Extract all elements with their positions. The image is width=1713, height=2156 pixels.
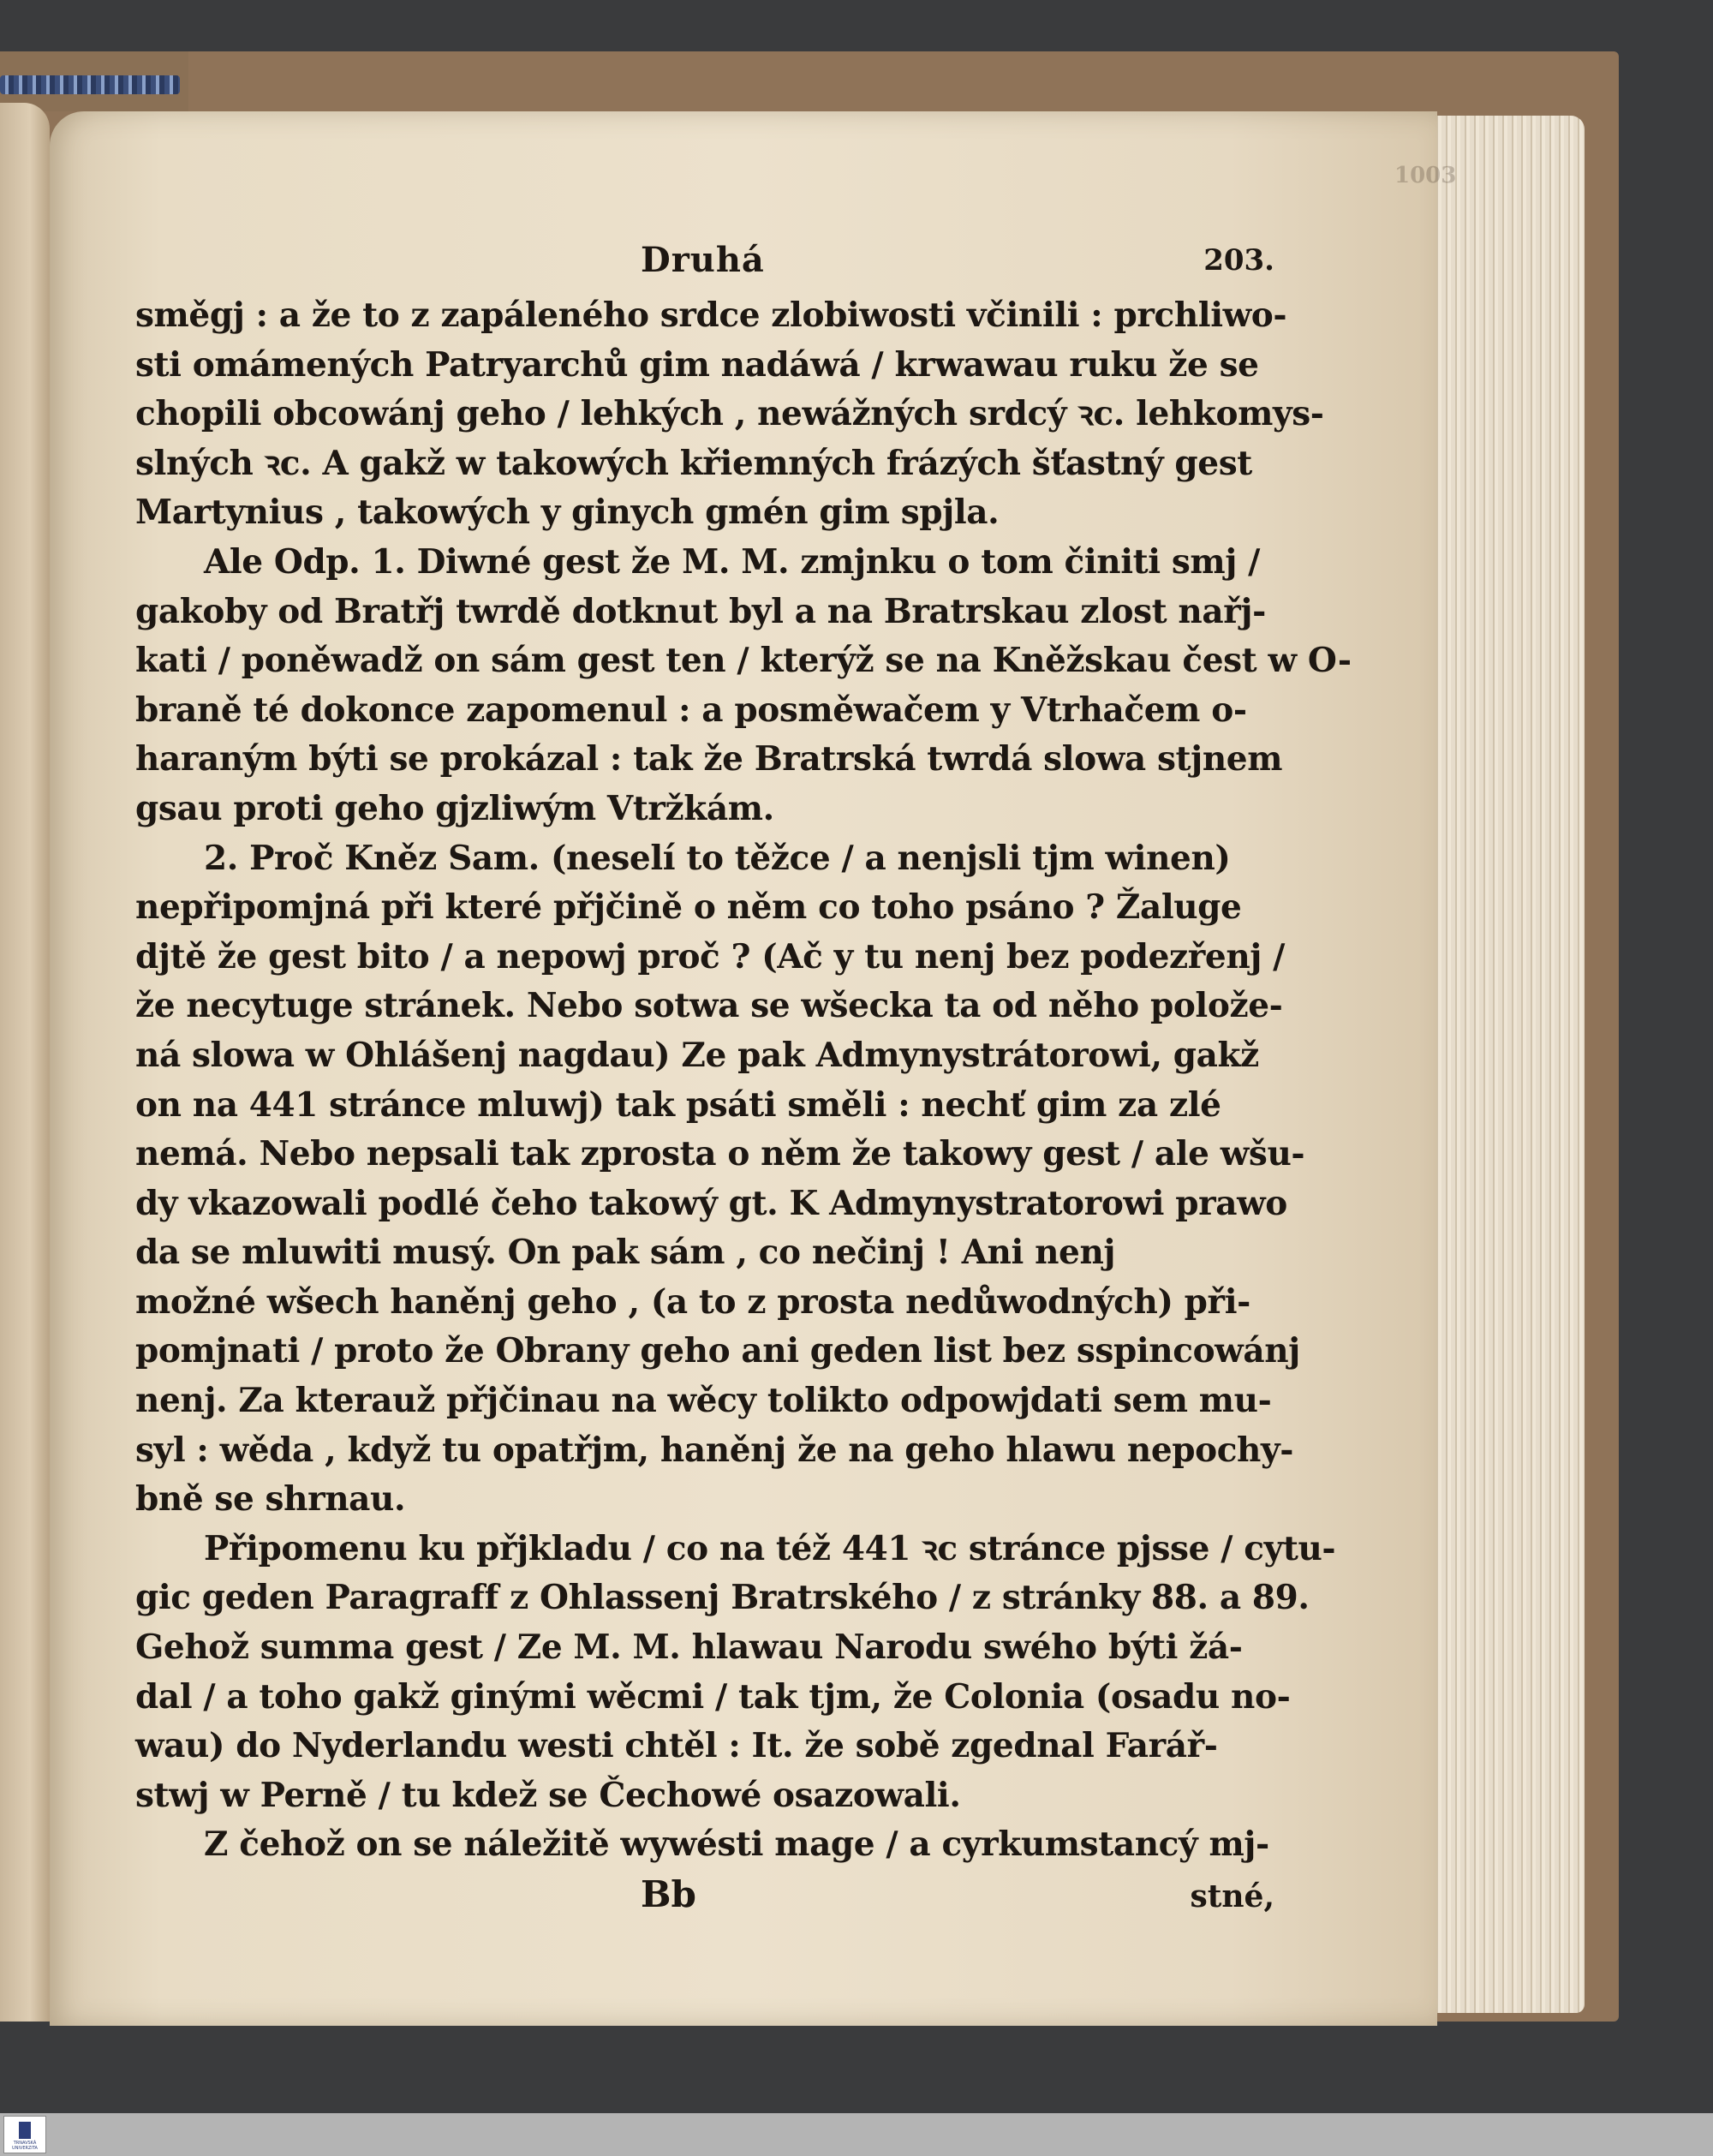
text-line: Z čehož on se náležitě wywésti mage / a cyrkumstancý mj- <box>204 1825 1269 1865</box>
text-line: kati / poněwadž on sám gest ten / kterýž se na Kněžskau čest w O- <box>135 641 1352 681</box>
text-line: nemá. Nebo nepsali tak zprosta o něm že takowy gest / ale wšu- <box>135 1134 1305 1174</box>
text-line: nenj. Za kterauž přjčinau na wěcy tolikto odpowjdati sem mu- <box>135 1381 1272 1421</box>
headband <box>0 75 180 94</box>
page-number: 203. <box>1203 243 1274 278</box>
text-line: braně té dokonce zapomenul : a posměwačem y Vtrhačem o- <box>135 690 1247 730</box>
library-logo-icon <box>19 2122 31 2139</box>
body-text <box>135 291 1352 1870</box>
text-line: haraným býti se prokázal : tak že Bratrská twrdá slowa stjnem <box>135 739 1283 779</box>
text-line: Martynius , takowých y ginych gmén gim spjla. <box>135 493 1000 533</box>
catchword: stné, <box>1190 1878 1274 1914</box>
text-line: slných ꝛc. A gakž w takowých křiemných frázých šťastný gest <box>135 443 1252 483</box>
left-page-edge <box>0 103 50 2022</box>
text-line: bně se shrnau. <box>135 1479 406 1520</box>
text-line: 2. Proč Kněz Sam. (neselí to těžce / a nenjsli tjm winen) <box>204 838 1231 878</box>
text-line: gsau proti geho gjzliwým Vtržkám. <box>135 788 774 828</box>
text-line: Ale Odp. 1. Diwné gest že M. M. zmjnku o tom činiti smj / <box>204 541 1260 582</box>
text-line: Připomenu ku přjkladu / co na též 441 ꝛc stránce pjsse / cytu- <box>204 1528 1336 1568</box>
text-block <box>135 240 1352 1921</box>
text-line: gakoby od Bratřj twrdě dotknut byl a na Bratrskau zlost nařj- <box>135 591 1266 631</box>
text-line: že necytuge stránek. Nebo sotwa se wšecka ta od něho polože- <box>135 986 1283 1026</box>
text-line: směgj : a že to z zapáleného srdce zlobiwosti včinili : prchliwo- <box>135 296 1287 335</box>
text-line: Gehož summa gest / Ze M. M. hlawau Narodu swého býti žá- <box>135 1627 1243 1668</box>
page-footer <box>135 1870 1274 1921</box>
text-line: da se mluwiti musý. On pak sám , co nečinj ! Ani nenj <box>135 1233 1116 1273</box>
running-head: Druhá <box>641 240 765 280</box>
signature-mark: Bb <box>641 1873 696 1915</box>
text-line: gic geden Paragraff z Ohlassenj Bratrského / z stránky 88. a 89. <box>135 1578 1310 1618</box>
text-line: dy vkazowali podlé čeho takowý gt. K Admynystratorowi prawo <box>135 1183 1287 1223</box>
text-line: djtě že gest bito / a nepowj proč ? (Ač y tu nenj bez podezřenj / <box>135 936 1286 976</box>
text-line: dal / a toho gakž ginými wěcmi / tak tjm, že Colonia (osadu no- <box>135 1676 1291 1717</box>
text-line: sti omámených Patryarchů gim nadáwá / krwawau ruku že se <box>135 344 1259 385</box>
page-block-edges <box>1413 116 1585 2013</box>
text-line: možné wšech haněnj geho , (a to z prosta nedůwodných) při- <box>135 1281 1250 1322</box>
text-line: wau) do Nyderlandu westi chtěl : It. že sobě zgednal Farář- <box>135 1726 1218 1766</box>
text-line: pomjnati / proto že Obrany geho ani geden list bez sspincowánj <box>135 1331 1300 1371</box>
viewer-footer-bar <box>0 2113 1713 2156</box>
show-through-text: 1003 <box>1394 163 1457 188</box>
library-logo-text: TRNAVSKÁ UNIVERZITA <box>12 2141 38 2151</box>
text-line: on na 441 stránce mluwj) tak psáti směli : nechť gim za zlé <box>135 1084 1221 1125</box>
text-line: stwj w Perně / tu kdež se Čechowé osazowali. <box>135 1775 961 1815</box>
page-header <box>135 240 1274 291</box>
text-line: chopili obcowánj geho / lehkých , newážných srdcý ꝛc. lehkomys- <box>135 394 1324 434</box>
library-logo <box>3 2116 46 2153</box>
book-page <box>50 111 1457 2026</box>
text-line: syl : wěda , když tu opatřjm, haněnj že na geho hlawu nepochy- <box>135 1430 1294 1470</box>
text-line: ná slowa w Ohlášenj nagdau) Ze pak Admynystrátorowi, gakž <box>135 1035 1259 1075</box>
text-line: nepřipomjná při které přjčině o něm co toho psáno ? Žaluge <box>135 887 1242 928</box>
